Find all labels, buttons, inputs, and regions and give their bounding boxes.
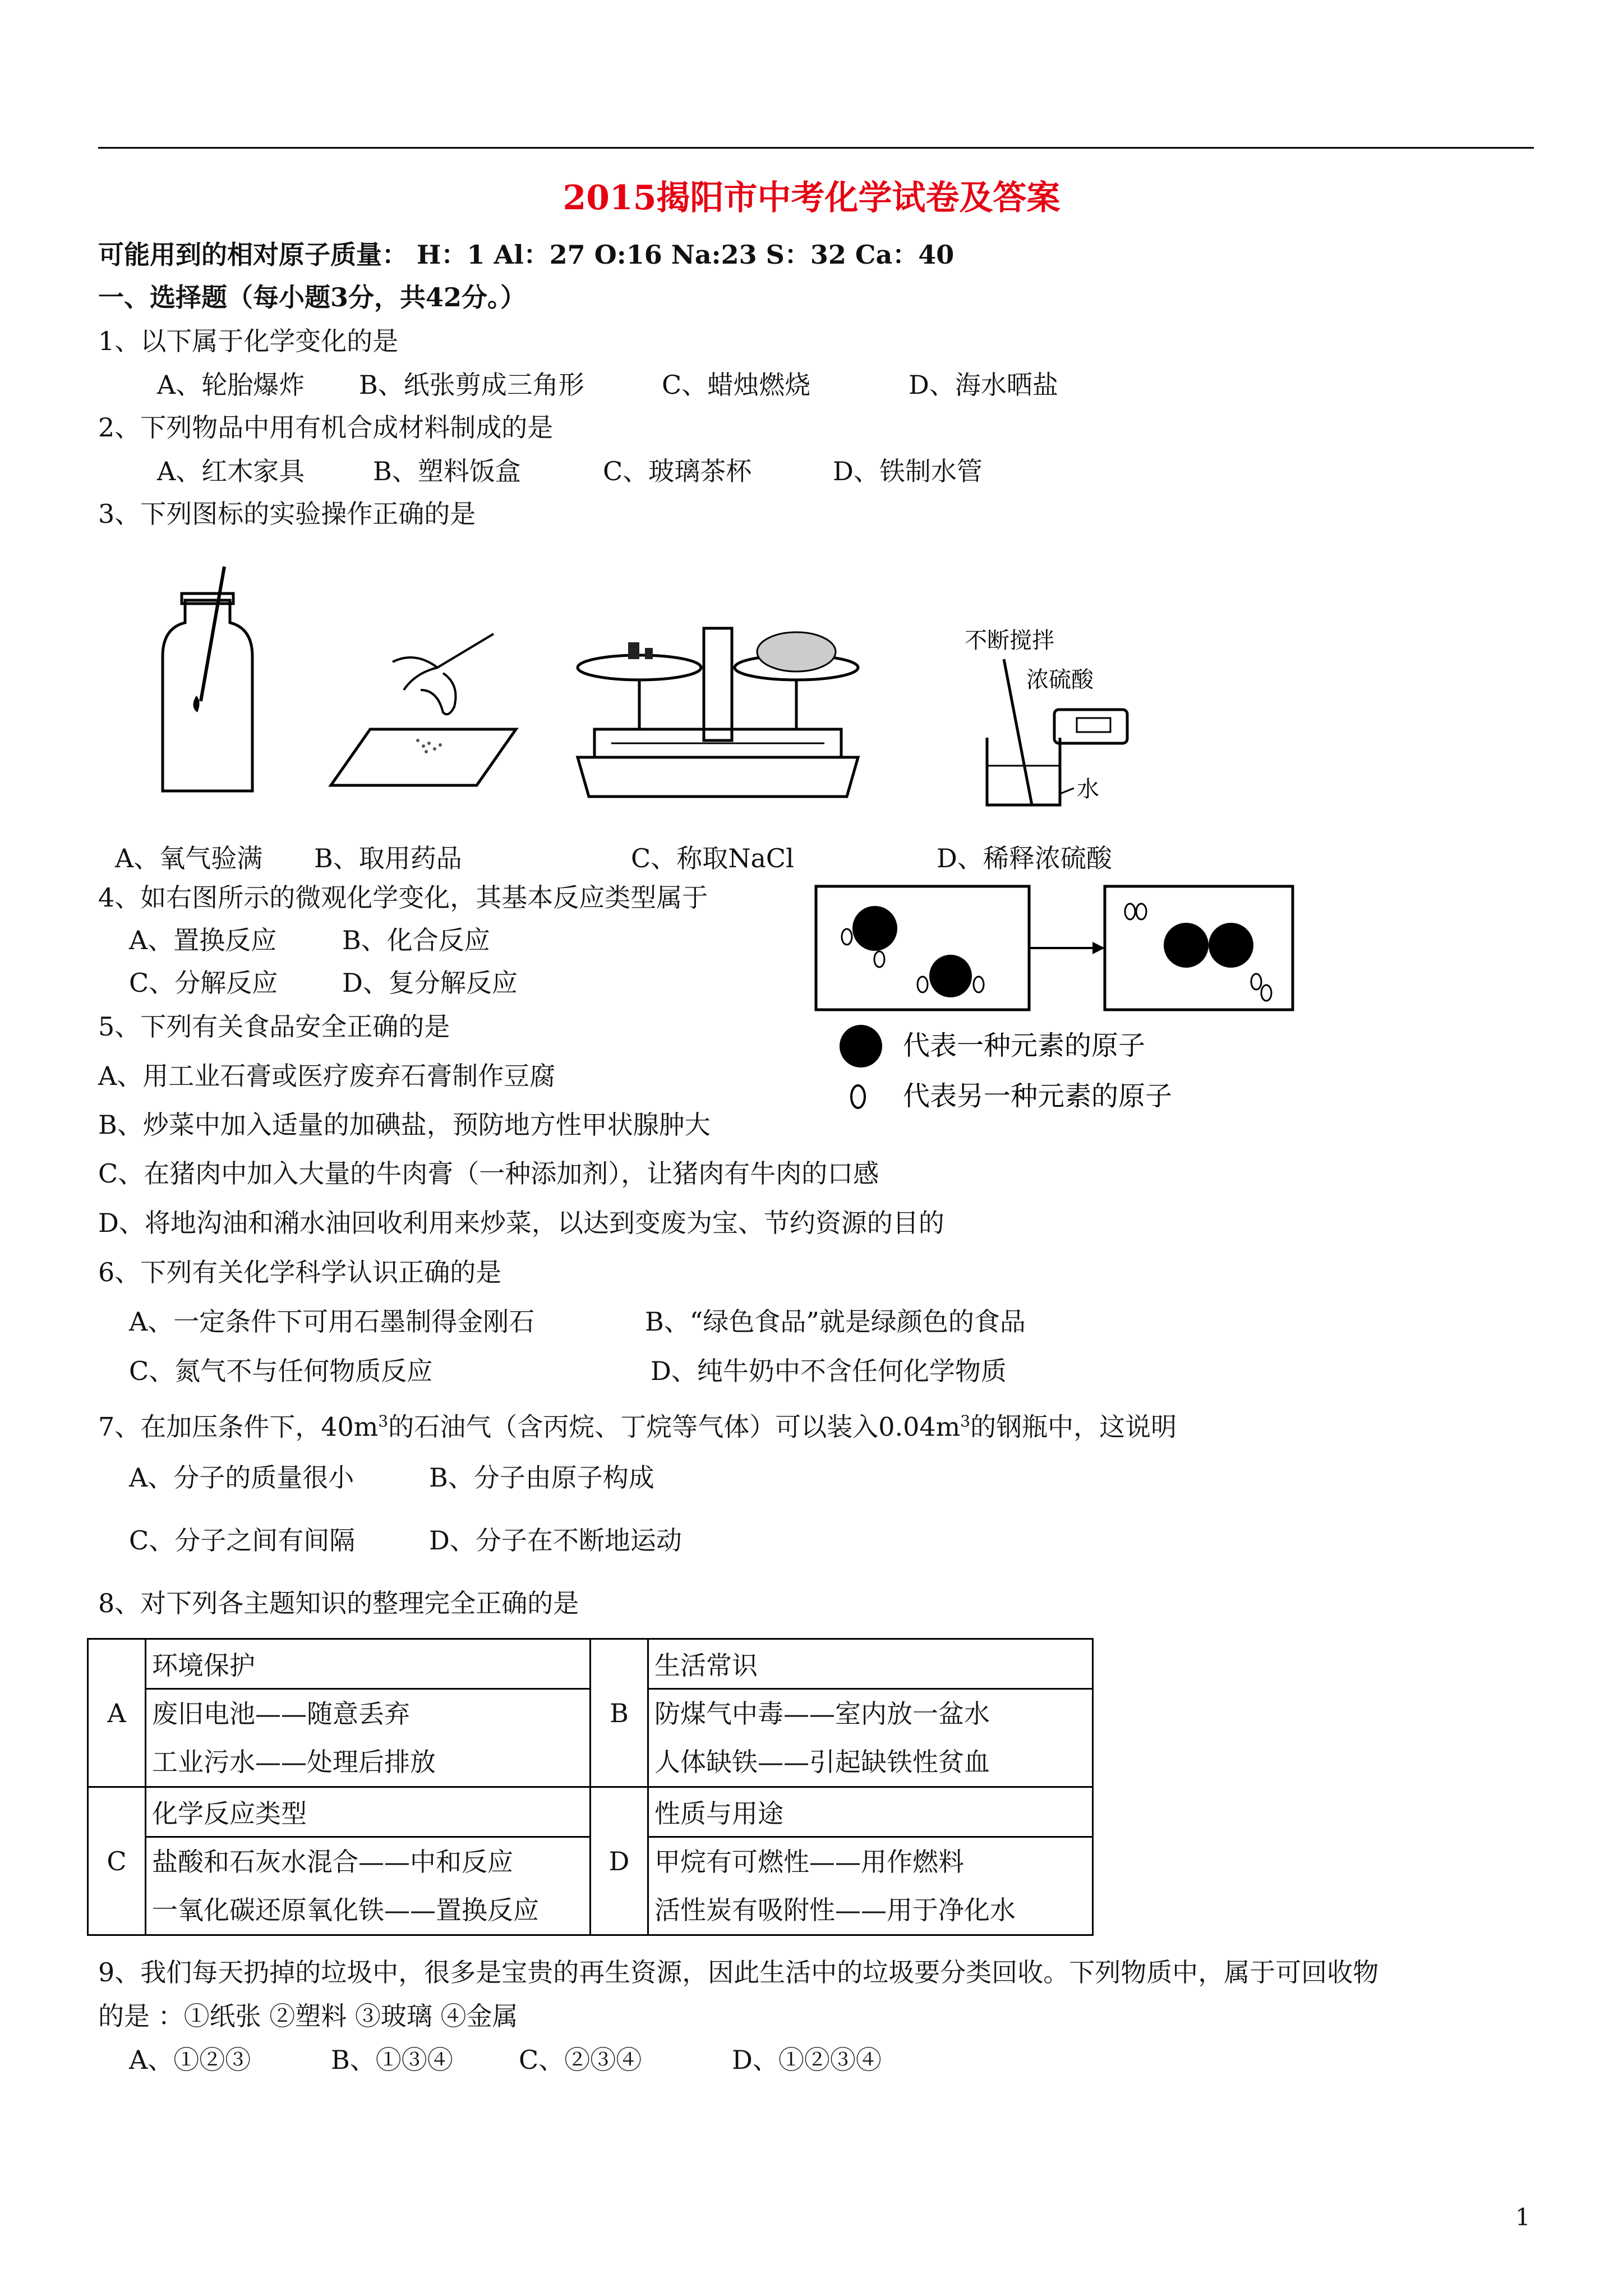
- q2-option-b: B、塑料饭盒: [373, 456, 521, 486]
- header-rule: [98, 147, 1534, 149]
- q5-option-a: A、用工业石膏或医疗废弃石膏制作豆腐: [98, 1061, 556, 1091]
- dilute-acid-figure: [965, 625, 1166, 811]
- q1-stem: 1、以下属于化学变化的是: [98, 326, 399, 356]
- q5-option-d: D、将地沟油和潲水油回收利用来炒菜，以达到变废为宝、节约资源的目的: [98, 1208, 944, 1238]
- q9-option-b: B、①③④: [331, 2045, 453, 2075]
- page-number: 1: [1515, 2203, 1530, 2231]
- q5-option-b: B、炒菜中加入适量的加碘盐，预防地方性甲状腺肿大: [98, 1110, 711, 1140]
- q8-head-d: 性质与用途: [648, 1787, 1093, 1837]
- label-acid: 浓硫酸: [1026, 668, 1094, 692]
- q9-option-d: D、①②③④: [732, 2045, 882, 2075]
- q2-option-a: A、红木家具: [157, 456, 305, 486]
- q8-label-c: C: [88, 1787, 146, 1935]
- oxygen-bottle-figure: [151, 567, 264, 802]
- q7-option-a: A、分子的质量很小: [129, 1462, 354, 1493]
- q8-head-c: 化学反应类型: [146, 1787, 591, 1837]
- q2-stem: 2、下列物品中用有机合成材料制成的是: [98, 412, 554, 443]
- atomic-masses: 可能用到的相对原子质量： H：1 Al：27 O:16 Na:23 S：32 Ca：40: [98, 240, 955, 270]
- q3-option-a: A、氧气验满: [115, 843, 263, 873]
- q4-option-b: B、化合反应: [342, 925, 490, 955]
- section-heading: 一、选择题（每小题3分，共42分。）: [98, 282, 527, 312]
- q2-option-d: D、铁制水管: [833, 456, 983, 486]
- q3-stem: 3、下列图标的实验操作正确的是: [98, 499, 476, 529]
- q6-option-c: C、氮气不与任何物质反应: [129, 1356, 433, 1386]
- q8-stem: 8、对下列各主题知识的整理完全正确的是: [98, 1588, 579, 1618]
- q8-label-d: D: [591, 1787, 648, 1935]
- q8-body-d: 甲烷有可燃性——用作燃料 活性炭有吸附性——用于净化水: [648, 1837, 1093, 1935]
- q4-stem: 4、如右图所示的微观化学变化，其基本反应类型属于: [98, 882, 708, 913]
- q7-option-d: D、分子在不断地运动: [429, 1525, 682, 1556]
- q9-stem-line2: 的是 ：①纸张 ②塑料 ③玻璃 ④金属: [98, 2001, 518, 2031]
- q5-stem: 5、下列有关食品安全正确的是: [98, 1011, 450, 1042]
- q7-stem: 7、在加压条件下，$40m^3$的石油气（含丙烷、丁烷等气体）可以装入$0.04m^3$的钢瓶中，这说明: [98, 1411, 1177, 1442]
- q6-option-b: B、“绿色食品”就是绿颜色的食品: [645, 1306, 1026, 1337]
- q5-option-c: C、在猪肉中加入大量的牛肉膏（一种添加剂），让猪肉有牛肉的口感: [98, 1158, 879, 1189]
- q2-option-c: C、玻璃茶杯: [603, 456, 752, 486]
- q4-option-c: C、分解反应: [129, 968, 278, 998]
- q1-option-d: D、海水晒盐: [909, 370, 1058, 400]
- legend-black-atom: 代表一种元素的原子: [903, 1031, 1146, 1061]
- q6-stem: 6、下列有关化学科学认识正确的是: [98, 1257, 502, 1287]
- q8-head-a: 环境保护: [146, 1639, 591, 1689]
- q7-option-c: C、分子之间有间隔: [129, 1525, 356, 1556]
- q4-option-d: D、复分解反应: [342, 968, 518, 998]
- q4-option-a: A、置换反应: [129, 925, 277, 955]
- label-stir: 不断搅拌: [965, 628, 1054, 653]
- q3-option-c: C、称取NaCl: [631, 843, 794, 873]
- q1-option-b: B、纸张剪成三角形: [359, 370, 584, 400]
- q8-body-b: 防煤气中毒——室内放一盆水 人体缺铁——引起缺铁性贫血: [648, 1689, 1093, 1787]
- q3-option-b: B、取用药品: [314, 843, 462, 873]
- page-title: 2015揭阳市中考化学试卷及答案: [562, 178, 1061, 218]
- q3-option-d: D、稀释浓硫酸: [937, 843, 1112, 873]
- q1-option-c: C、蜡烛燃烧: [662, 370, 811, 400]
- q9-option-a: A、①②③: [129, 2045, 251, 2075]
- q6-option-a: A、一定条件下可用石墨制得金刚石: [129, 1306, 535, 1337]
- q8-label-b: B: [591, 1639, 648, 1787]
- q8-label-a: A: [88, 1639, 146, 1787]
- q9-stem-line1: 9、我们每天扔掉的垃圾中，很多是宝贵的再生资源，因此生活中的垃圾要分类回收。下列物质中，属于可回收物: [98, 1957, 1379, 1987]
- q8-table: [87, 1638, 1094, 1936]
- legend-white-atom: 代表另一种元素的原子: [903, 1082, 1173, 1111]
- label-water: 水: [1077, 777, 1099, 802]
- q8-body-a: 废旧电池——随意丢弃 工业污水——处理后排放: [146, 1689, 591, 1787]
- reaction-diagram: [813, 884, 1295, 1119]
- q9-option-c: C、②③④: [519, 2045, 642, 2075]
- q6-option-d: D、纯牛奶中不含任何化学物质: [651, 1356, 1007, 1386]
- q8-body-c: 盐酸和石灰水混合——中和反应 一氧化碳还原氧化铁——置换反应: [146, 1837, 591, 1935]
- q1-option-a: A、轮胎爆炸: [157, 370, 305, 400]
- take-chemicals-figure: [325, 628, 527, 797]
- q8-head-b: 生活常识: [648, 1639, 1093, 1689]
- balance-figure: [566, 617, 869, 808]
- q7-option-b: B、分子由原子构成: [429, 1462, 654, 1493]
